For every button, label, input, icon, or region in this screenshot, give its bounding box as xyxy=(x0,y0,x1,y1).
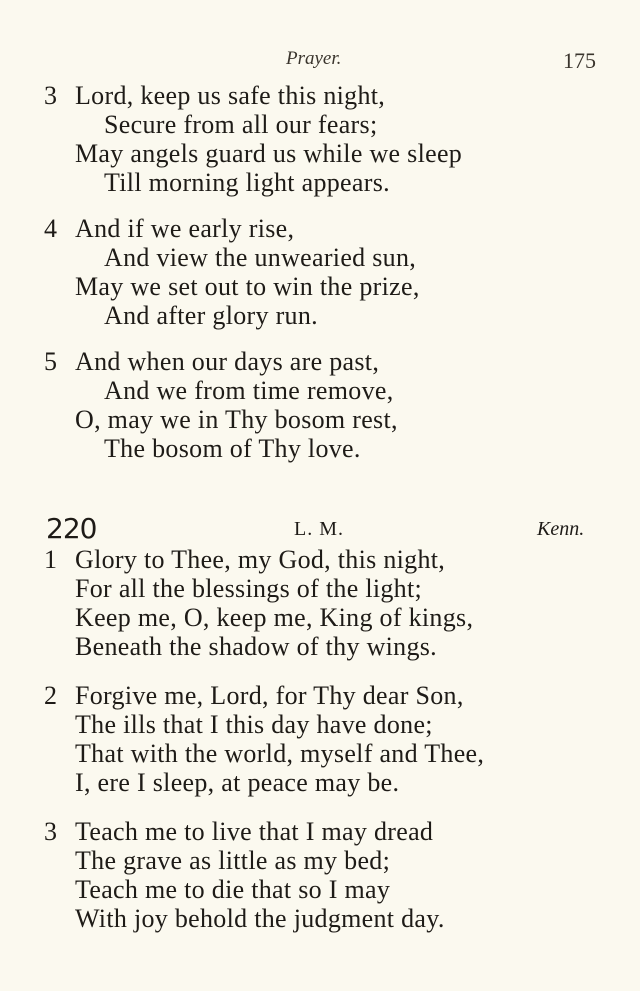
stanza-number: 3 xyxy=(44,817,58,846)
verse-line: The grave as little as my bed; xyxy=(75,846,391,875)
page-header xyxy=(0,48,640,76)
hymn-author: Kenn. xyxy=(537,518,585,540)
verse-line: That with the world, myself and Thee, xyxy=(75,739,485,768)
hymn-meter: L. M. xyxy=(294,518,344,540)
stanza-number: 3 xyxy=(44,81,58,110)
verse-line: May we set out to win the prize, xyxy=(75,272,420,301)
verse-line: Till morning light appears. xyxy=(104,168,390,197)
verse-line: And if we early rise, xyxy=(75,214,295,243)
hymn-heading xyxy=(0,512,640,546)
verse-line: The bosom of Thy love. xyxy=(104,434,361,463)
verse-line: May angels guard us while we sleep xyxy=(75,139,463,168)
stanza-number: 4 xyxy=(44,214,58,243)
page-number: 175 xyxy=(563,48,596,73)
hymn-number: 220 xyxy=(46,512,97,545)
verse-line: O, may we in Thy bosom rest, xyxy=(75,405,398,434)
verse-line: Beneath the shadow of thy wings. xyxy=(75,632,437,661)
verse-line: Teach me to die that so I may xyxy=(75,875,391,904)
verse-line: Teach me to live that I may dread xyxy=(75,817,434,846)
verse-line: Glory to Thee, my God, this night, xyxy=(75,545,446,574)
verse-line: And when our days are past, xyxy=(75,347,380,376)
verse-line: Secure from all our fears; xyxy=(104,110,378,139)
stanza-number: 1 xyxy=(44,545,58,574)
stanza-number: 2 xyxy=(44,681,58,710)
verse-line: Forgive me, Lord, for Thy dear Son, xyxy=(75,681,464,710)
verse-line: With joy behold the judgment day. xyxy=(75,904,445,933)
stanza-number: 5 xyxy=(44,347,58,376)
verse-line: And we from time remove, xyxy=(104,376,394,405)
verse-line: And after glory run. xyxy=(104,301,318,330)
verse-line: I, ere I sleep, at peace may be. xyxy=(75,768,400,797)
verse-line: For all the blessings of the light; xyxy=(75,574,423,603)
running-title: Prayer. xyxy=(286,48,342,69)
verse-line: And view the unwearied sun, xyxy=(104,243,417,272)
verse-line: Lord, keep us safe this night, xyxy=(75,81,386,110)
verse-line: The ills that I this day have done; xyxy=(75,710,433,739)
verse-line: Keep me, O, keep me, King of kings, xyxy=(75,603,474,632)
